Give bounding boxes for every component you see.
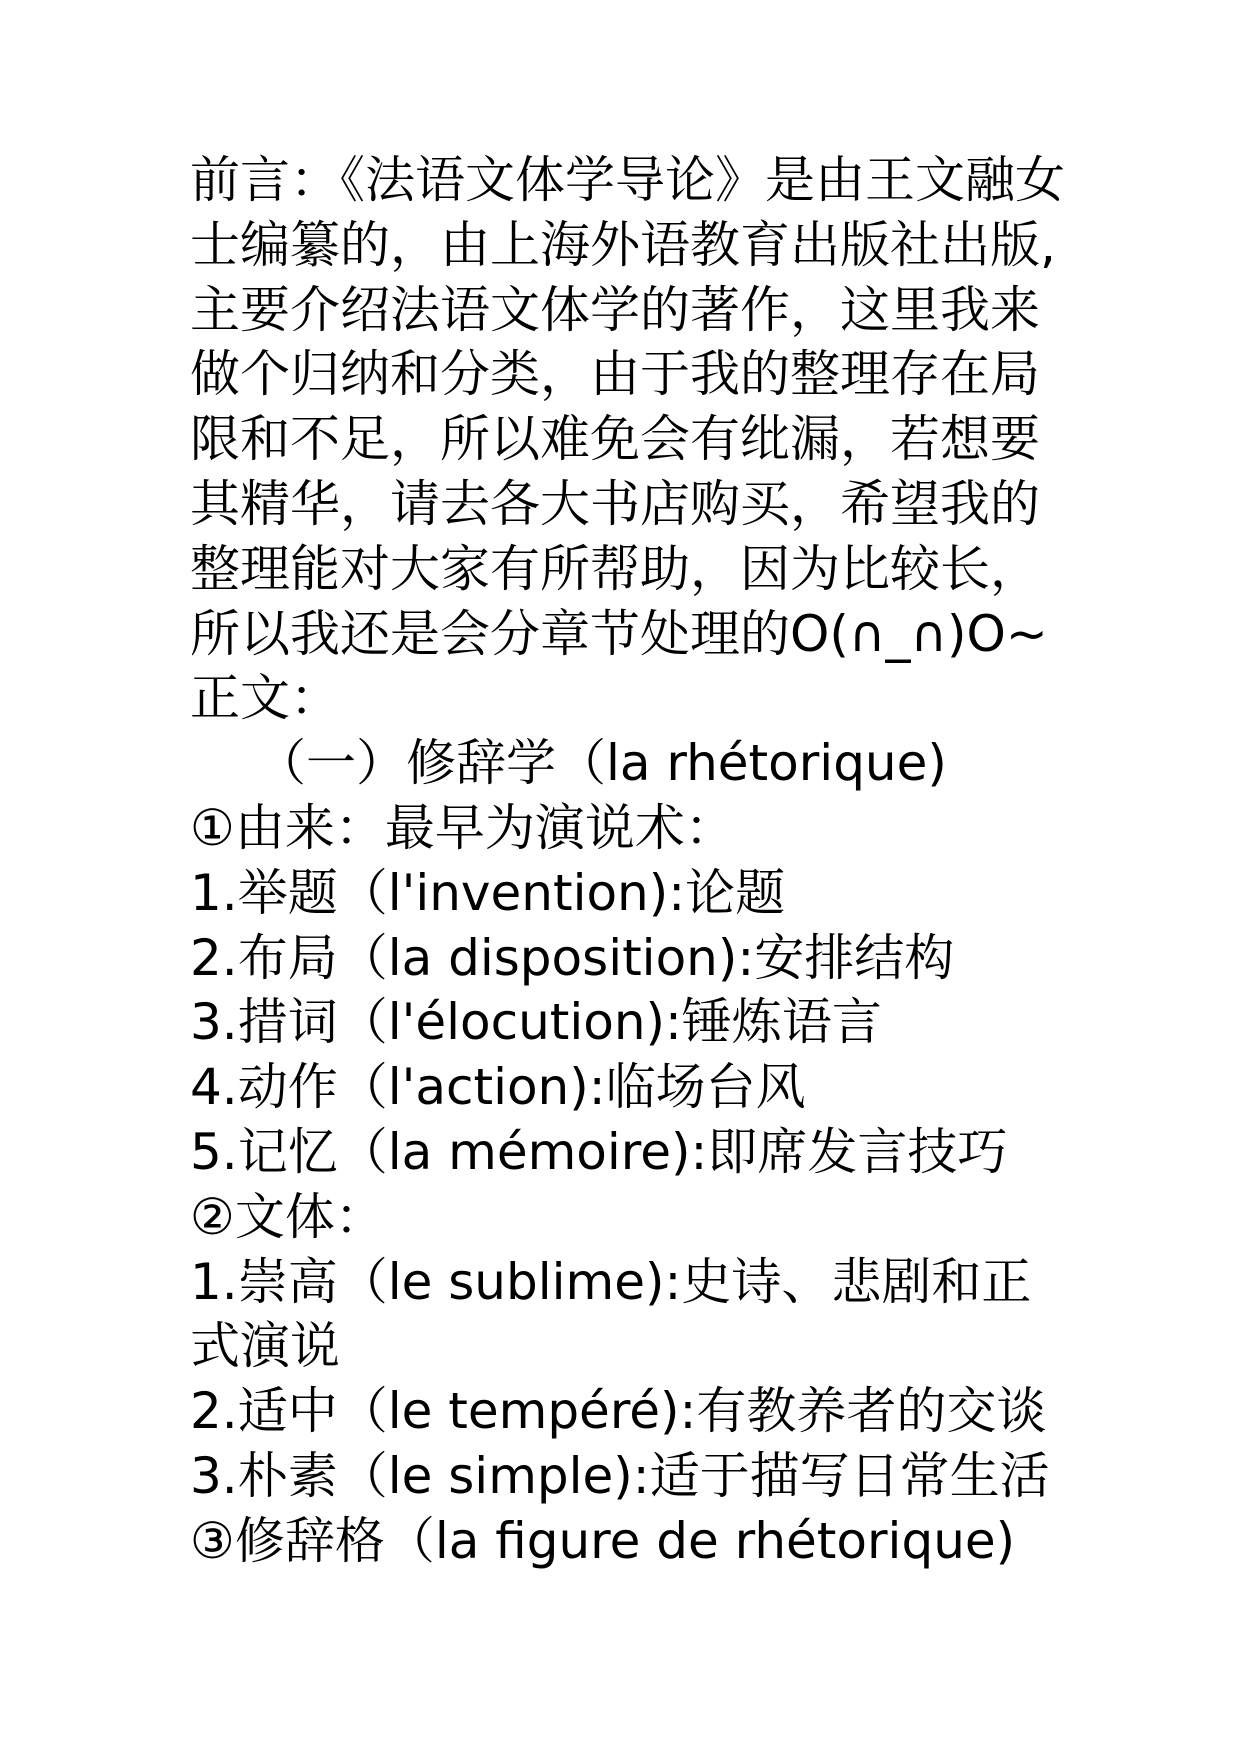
list-item: 2.适中（le tempéré):有教养者的交谈 [190,1382,1047,1441]
list-item: 5.记忆（la mémoire):即席发言技巧 [190,1122,1008,1181]
preface-line: 前言：《法语文体学导论》是由王文融女 [190,151,1065,209]
list-item: 1.崇高（le sublime):史诗、悲剧和正 [190,1252,1032,1311]
list-item: 3.朴素（le simple):适于描写日常生活 [190,1446,1050,1505]
styles-section [190,1185,1070,1509]
preface-line: 其精华，请去各大书店购买，希望我的 [190,474,1040,533]
list-item-continuation: 式演说 [190,1317,340,1376]
preface-line: 所以我还是会分章节处理的O(∩_∩)O~ [190,604,1048,663]
list-item: 1.举题（l'invention):论题 [190,863,786,922]
list-item: 3.措词（l'élocution):锤炼语言 [190,993,882,1052]
origin-section [190,796,1070,1185]
section-title: （一）修辞学（la rhétorique) [256,734,947,793]
figures-heading: ③修辞格（la figure de rhétorique) [190,1511,1016,1570]
origin-heading: ①由来：最早为演说术： [190,798,735,857]
body-label: 正文： [190,669,340,728]
document-page [190,148,1070,1574]
preface-line: 整理能对大家有所帮助，因为比较长， [190,539,1040,598]
preface-paragraph [190,148,1070,666]
list-item: 2.布局（la disposition):安排结构 [190,928,955,987]
list-item: 4.动作（l'action):临场台风 [190,1058,806,1117]
preface-line: 士编纂的，由上海外语教育出版社出版, [190,215,1056,274]
styles-heading: ②文体： [190,1187,385,1246]
preface-line: 主要介绍法语文体学的著作，这里我来 [190,280,1040,339]
preface-line: 限和不足，所以难免会有纰漏，若想要 [190,410,1040,469]
preface-line: 做个归纳和分类，由于我的整理存在局 [190,345,1040,404]
